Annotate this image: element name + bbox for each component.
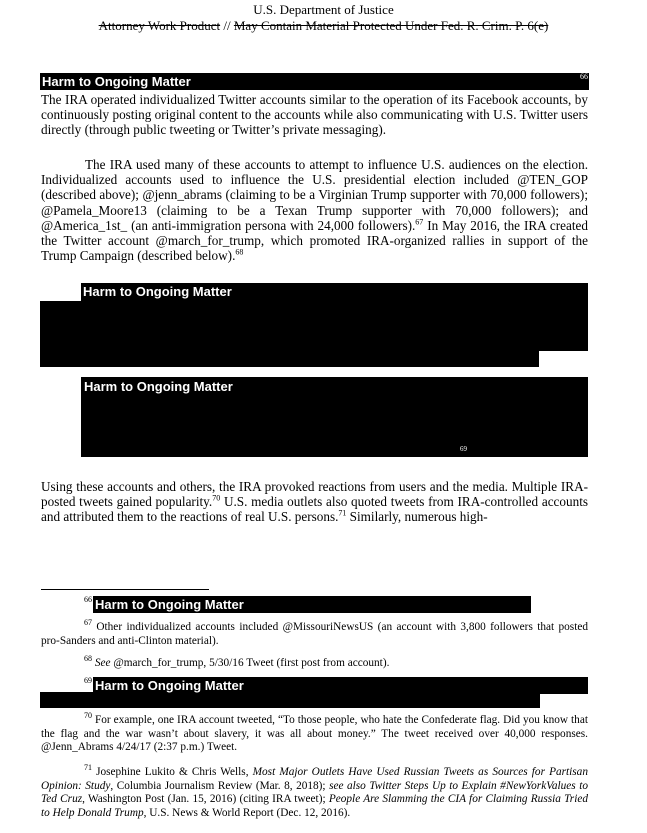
footnote-marker-66: 66 xyxy=(580,72,588,81)
work-product-label: Attorney Work Product xyxy=(98,18,221,33)
redaction-block xyxy=(40,692,540,708)
body-paragraph: The IRA operated individualized Twitter accounts similar to the operation of its Facebook accounts, by continuously posting original content to the accounts while also communicating with U.S. Twitter users directly (through public tweeting or Twitter’s private messaging). xyxy=(41,92,588,138)
footnote-ref-68: 68 xyxy=(235,247,244,257)
body-paragraph: The IRA used many of these accounts to attempt to influence U.S. audiences on the election. Individualized accounts used to influence the U.S. presidential election included @TEN_GOP (described above); @jenn_abrams (claiming to be a Virginian Trump supporter with 70,000 followers); @Pamela_Moore13 (claiming to be a Texan Trump supporter with 70,000 followers); and @America_1st_ (an anti-immigration persona with 24,000 followers).$^{67}$ In May 2016, the IRA created the Twitter account @march_for_trump, which promoted IRA-organized rallies in support of the Trump Campaign (described below).$^{68}$ xyxy=(41,157,588,264)
footnote-number-69: 69 xyxy=(84,676,92,685)
footnote-ref-67: 67 xyxy=(415,217,424,227)
header-separator: // xyxy=(220,18,234,33)
page-header-department: U.S. Department of Justice xyxy=(253,2,394,17)
footnote-separator xyxy=(41,589,209,590)
footnote-number-66: 66 xyxy=(84,595,92,604)
page-header-classification xyxy=(0,18,647,34)
footnote-67: $^{67}$ Other individualized accounts included @MissouriNewsUS (an account with 3,800 followers that posted pro-Sanders and anti-Clinton material). xyxy=(41,618,588,647)
footnote-ref-70: 70 xyxy=(212,493,221,503)
redaction-label: Harm to Ongoing Matter xyxy=(83,284,232,299)
redaction-block xyxy=(40,349,539,367)
redaction-label: Harm to Ongoing Matter xyxy=(95,597,244,612)
grand-jury-label: May Contain Material Protected Under Fed. R. Crim. P. 6(e) xyxy=(233,18,549,33)
redaction-label: Harm to Ongoing Matter xyxy=(95,678,244,693)
body-paragraph: Using these accounts and others, the IRA provoked reactions from users and the media. Multiple IRA-posted tweets gained popularity.$^{70}$ U.S. media outlets also quoted tweets from IRA-controlled accounts and attributed them to the reactions of real U.S. persons.$^{71}$ Similarly, numerous high- xyxy=(41,479,588,525)
redaction-label: Harm to Ongoing Matter xyxy=(84,379,233,394)
footnote-68: $^{68}$ See @march_for_trump, 5/30/16 Tweet (first post from account). xyxy=(84,654,390,669)
footnote-ref-71: 71 xyxy=(338,509,347,519)
footnote-marker-69: 69 xyxy=(460,445,467,453)
redaction-label: Harm to Ongoing Matter xyxy=(42,74,191,89)
redaction-block xyxy=(40,301,588,351)
footnote-70: $^{70}$ For example, one IRA account tweeted, “To those people, who hate the Confederate flag. Did you know that the flag and the war wasn’t about slavery, it was all about money.” The tweet received over 40,000 responses. @Jenn_Abrams 4/24/17 (2:37 p.m.) Tweet. xyxy=(41,711,588,753)
footnote-71: $^{71}$ Josephine Lukito & Chris Wells, Most Major Outlets Have Used Russian Tweets as Sources for Partisan Opinion: Study, Columbia Journalism Review (Mar. 8, 2018); see also Twitter Steps Up to Explain #NewYorkValues to Ted Cruz, Washington Post (Jan. 15, 2016) (citing IRA tweet); People Are Slamming the CIA for Claiming Russia Tried to Help Donald Trump, U.S. News & World Report (Dec. 12, 2016). xyxy=(41,763,588,819)
